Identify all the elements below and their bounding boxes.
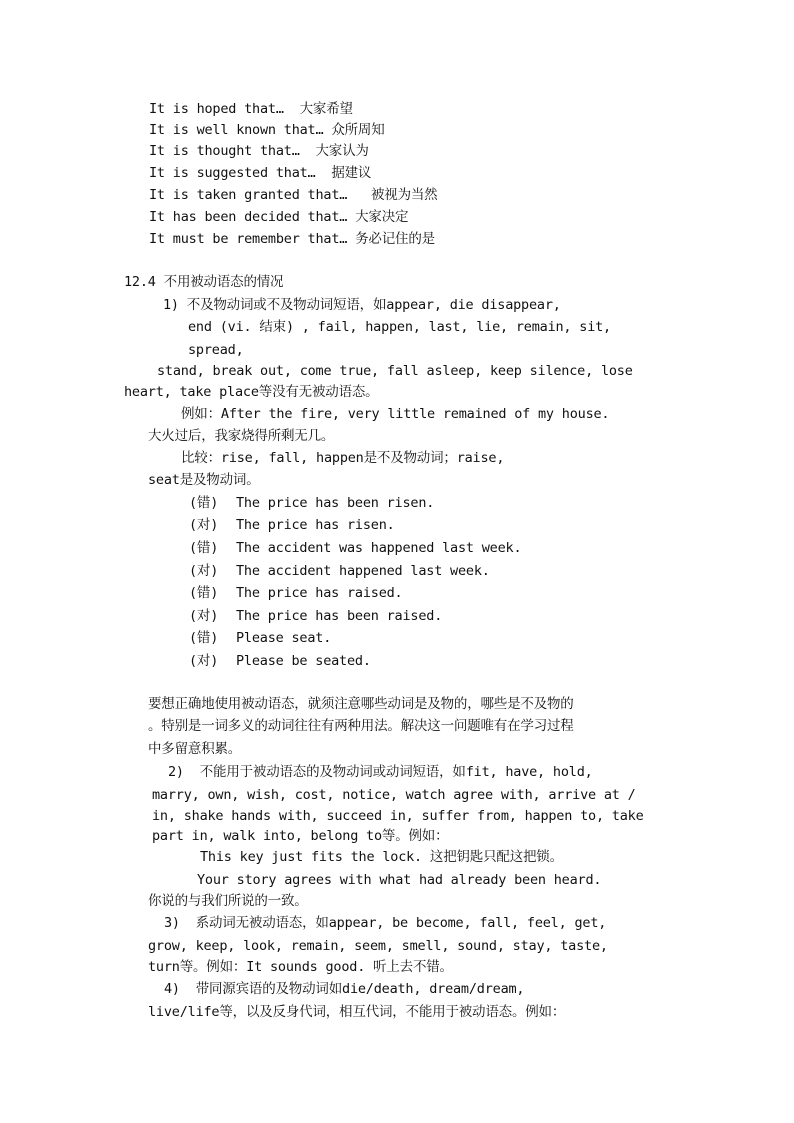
para-line: 。特别是一词多义的动词往往有两种用法。解决这一问题唯有在学习过程	[148, 718, 574, 734]
mark-label: (错)	[189, 540, 219, 556]
point2-line: part in, walk into, belong to等。例如：	[152, 828, 449, 844]
point4-line: 4) 带同源宾语的及物动词如die/death, dream/dream,	[164, 981, 525, 997]
mark-label: (对)	[189, 517, 219, 533]
mark-label: (对)	[189, 563, 219, 579]
phrase-line: It is suggested that… 据建议	[149, 165, 372, 181]
section-title: 12.4 不用被动语态的情况	[124, 274, 284, 290]
point2-line: 2) 不能用于被动语态的及物动词或动词短语，如fit, have, hold,	[168, 764, 593, 780]
point3-line: 3) 系动词无被动语态，如appear, be become, fall, feel, get,	[164, 915, 607, 931]
example-sentence: The accident was happened last week.	[236, 540, 522, 556]
phrase-line: It is hoped that… 大家希望	[149, 101, 353, 117]
phrase-line: It must be remember that… 务必记住的是	[149, 231, 435, 247]
example-sentence: Your story agrees with what had already been heard.	[197, 872, 602, 888]
point4-line: live/life等，以及反身代词，相互代词，不能用于被动语态。例如：	[148, 1004, 566, 1020]
mark-label: (错)	[189, 630, 219, 646]
point3-line: turn等。例如：It sounds good. 听上去不错。	[148, 959, 453, 975]
point3-line: grow, keep, look, remain, seem, smell, sound, stay, taste,	[148, 938, 608, 954]
example-sentence: This key just fits the lock. 这把钥匙只配这把锁。	[200, 849, 563, 865]
example-cn: 大火过后，我家烧得所剩无几。	[148, 428, 335, 444]
mark-label: (错)	[189, 585, 219, 601]
example-en: 例如：After the fire, very little remained of my house.	[181, 406, 610, 422]
example-cn: 你说的与我们所说的一致。	[148, 893, 308, 909]
para-line: 要想正确地使用被动语态，就须注意哪些动词是及物的，哪些是不及物的	[148, 696, 574, 712]
mark-label: (对)	[189, 653, 219, 669]
point1-line: stand, break out, come true, fall asleep, keep silence, lose	[157, 363, 633, 379]
point1-line: 1) 不及物动词或不及物动词短语，如appear, die disappear,	[163, 297, 561, 313]
point1-line: spread,	[188, 342, 244, 358]
mark-label: (对)	[189, 608, 219, 624]
mark-label: (错)	[189, 495, 219, 511]
point2-line: in, shake hands with, succeed in, suffer from, happen to, take	[152, 808, 644, 824]
example-sentence: The price has risen.	[236, 517, 395, 533]
point2-line: marry, own, wish, cost, notice, watch agree with, arrive at /	[152, 787, 636, 803]
compare-line: 比较：rise, fall, happen是不及物动词；raise,	[181, 450, 505, 466]
phrase-line: It has been decided that… 大家决定	[149, 209, 409, 225]
compare-line: seat是及物动词。	[148, 472, 260, 488]
example-sentence: Please be seated.	[236, 653, 371, 669]
example-sentence: The price has been raised.	[236, 608, 443, 624]
point1-line: end (vi. 结束) , fail, happen, last, lie, remain, sit,	[188, 319, 611, 335]
phrase-line: It is taken granted that… 被视为当然	[149, 187, 438, 203]
point1-line: heart, take place等没有无被动语态。	[124, 384, 379, 400]
example-sentence: The price has been risen.	[236, 495, 435, 511]
phrase-line: It is thought that… 大家认为	[149, 143, 369, 159]
example-sentence: The accident happened last week.	[236, 563, 490, 579]
example-sentence: The price has raised.	[236, 585, 403, 601]
para-line: 中多留意积累。	[148, 741, 242, 757]
phrase-line: It is well known that… 众所周知	[149, 122, 385, 138]
example-sentence: Please seat.	[236, 630, 332, 646]
